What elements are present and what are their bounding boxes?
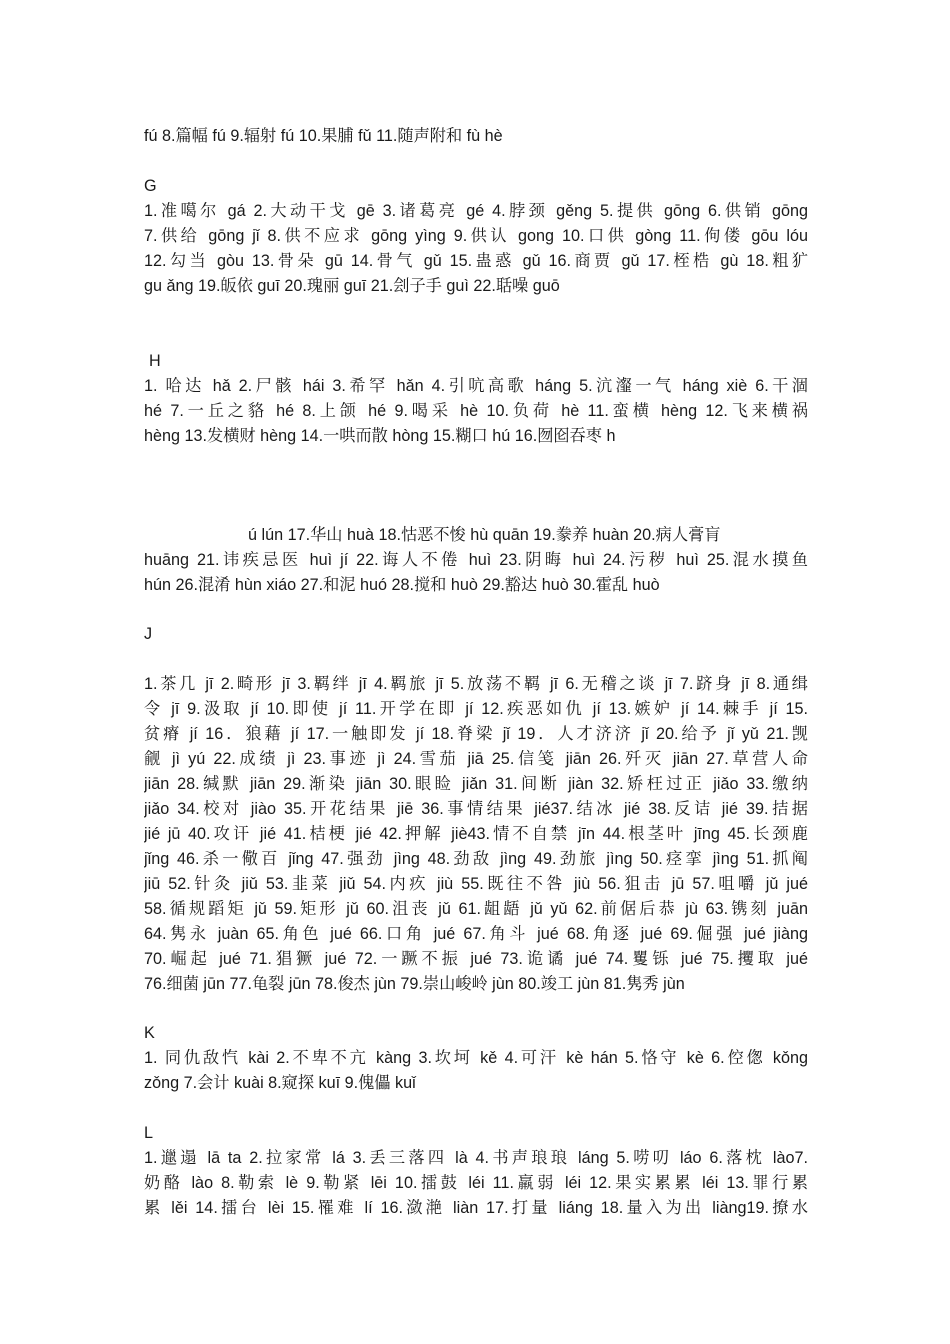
text-line: jié jū 40.攻讦 jié 41.桔梗 jié 42.押解 jiè43.情不自禁 jīn 44.根茎叶 jīng 45.长颈鹿 bbox=[144, 825, 808, 843]
section-j-heading-wrap bbox=[144, 622, 808, 647]
text-line: jiū 52.针灸 jiǔ 53.韭菜 jiǔ 54.内疚 jiù 55.既往不咎 jiù 56.狙击 jū 57.咀嚼 jǔ jué bbox=[144, 875, 808, 893]
text-line: fú 8.篇幅 fú 9.辐射 fú 10.果脯 fǔ 11.随声附和 fù hè bbox=[144, 127, 503, 145]
section-heading-g: G bbox=[144, 177, 157, 195]
text-line: 1.准噶尔 gá 2.大动干戈 gē 3.诸葛亮 gé 4.脖颈 gěng 5.提供 gōng 6.供销 gōng bbox=[144, 202, 808, 220]
section-heading-k: K bbox=[144, 1024, 155, 1042]
text-line: 贫瘠 jí 16．狼藉 jí 17.一触即发 jí 18.脊梁 jǐ 19．人才济济 jǐ 20.给予 jǐ yǔ 21.觊 bbox=[144, 725, 808, 743]
text-line: 76.细菌 jūn 77.龟裂 jūn 78.俊杰 jùn 79.崇山峻岭 jùn 80.竣工 jùn 81.隽秀 jùn bbox=[144, 975, 685, 993]
text-line: zǒng 7.会计 kuài 8.窥探 kuī 9.傀儡 kuǐ bbox=[144, 1074, 416, 1092]
text-line: 64.隽永 juàn 65.角色 jué 66.口角 jué 67.角斗 jué 68.角逐 jué 69.倔强 jué jiàng bbox=[144, 925, 808, 943]
text-line: 令 jī 9.汲取 jí 10.即使 jí 11.开学在即 jí 12.疾恶如仇 jí 13.嫉妒 jí 14.棘手 jí 15. bbox=[144, 700, 808, 718]
text-line: 12.勾当 gòu 13.骨朵 gū 14.骨气 gǔ 15.蛊惑 gǔ 16.商贾 gǔ 17.桎梏 gù 18.粗犷 bbox=[144, 252, 808, 270]
text-line: 1. 同仇敌忾 kài 2.不卑不亢 kàng 3.坎坷 kě 4.可汗 kè hán 5.恪守 kè 6.倥偬 kǒng bbox=[144, 1049, 808, 1067]
text-line: huāng 21.讳疾忌医 huì jí 22.诲人不倦 huì 23.阴晦 huì 24.污秽 huì 25.混水摸鱼 bbox=[144, 551, 808, 569]
text-line: 7.供给 gōng jǐ 8.供不应求 gōng yìng 9.供认 gong 10.口供 gòng 11.佝偻 gōu lóu bbox=[144, 227, 808, 245]
text-line: 1.茶几 jī 2.畸形 jī 3.羁绊 jī 4.羁旅 jī 5.放荡不羁 jī 6.无稽之谈 jī 7.跻身 jī 8.通缉 bbox=[144, 675, 808, 693]
section-k bbox=[144, 1021, 808, 1096]
text-line: 奶酪 lào 8.勒索 lè 9.勒紧 lēi 10.擂鼓 léi 11.羸弱 léi 12.果实累累 léi 13.罪行累 bbox=[144, 1174, 808, 1192]
section-j bbox=[144, 672, 808, 997]
section-h bbox=[144, 349, 808, 449]
text-line: 58.循规蹈矩 jǔ 59.矩形 jǔ 60.沮丧 jǔ 61.龃龉 jǔ yǔ 62.前倨后恭 jù 63.镌刻 juān bbox=[144, 900, 808, 918]
text-line: jiǎo 34.校对 jiào 35.开花结果 jiē 36.事情结果 jié37.结冰 jié 38.反诘 jié 39.拮据 bbox=[144, 800, 808, 818]
text-line: jiān 28.缄默 jiān 29.渐染 jiān 30.眼睑 jiǎn 31.间断 jiàn 32.矫枉过正 jiǎo 33.缴纳 bbox=[144, 775, 808, 793]
text-line: hé 7.一丘之貉 hé 8.上颌 hé 9.喝采 hè 10.负荷 hè 11.蛮横 hèng 12.飞来横祸 bbox=[144, 402, 808, 420]
text-line: gu ǎng 19.皈依 guī 20.瑰丽 guī 21.刽子手 guì 22.聒噪 guō bbox=[144, 277, 560, 295]
section-heading-l: L bbox=[144, 1124, 154, 1142]
section-l bbox=[144, 1121, 808, 1221]
text-line: 70.崛起 jué 71.猖獗 jué 72.一蹶不振 jué 73.诡谲 jué 74.矍铄 jué 75.攫取 jué bbox=[144, 950, 808, 968]
text-line: 觎 jì yú 22.成绩 jì 23.事迹 jì 24.雪茄 jiā 25.信笺 jiān 26.歼灭 jiān 27.草营人命 bbox=[144, 750, 808, 768]
section-heading-h: H bbox=[149, 352, 161, 370]
f-section-continuation bbox=[144, 124, 808, 149]
text-line: 累 lěi 14.擂台 lèi 15.罹难 lí 16.潋滟 liàn 17.打量 liáng 18.量入为出 liàng19.撩水 bbox=[144, 1199, 808, 1217]
text-line: 1. 哈达 hǎ 2.尸骸 hái 3.希罕 hǎn 4.引吭高歌 háng 5.沆瀣一气 háng xiè 6.干涸 bbox=[144, 377, 808, 395]
section-g bbox=[144, 174, 808, 299]
section-h-continuation bbox=[144, 523, 808, 598]
text-line: jǐng 46.杀一儆百 jǐng 47.强劲 jìng 48.劲敌 jìng 49.劲旅 jìng 50.痉挛 jìng 51.抓阄 bbox=[144, 850, 808, 868]
text-line: 1.邋遢 lā ta 2.拉家常 lá 3.丢三落四 là 4.书声琅琅 láng 5.唠叨 láo 6.落枕 lào7. bbox=[144, 1149, 808, 1167]
section-heading-j: J bbox=[144, 625, 153, 643]
text-line: hún 26.混淆 hùn xiáo 27.和泥 huó 28.搅和 huò 29.豁达 huò 30.霍乱 huò bbox=[144, 576, 660, 594]
text-line: hèng 13.发横财 hèng 14.一哄而散 hòng 15.糊口 hú 16.囫囵吞枣 h bbox=[144, 427, 616, 445]
text-line: ú lún 17.华山 huà 18.怙恶不悛 hù quān 19.豢养 huàn 20.病人膏肓 bbox=[248, 526, 721, 544]
